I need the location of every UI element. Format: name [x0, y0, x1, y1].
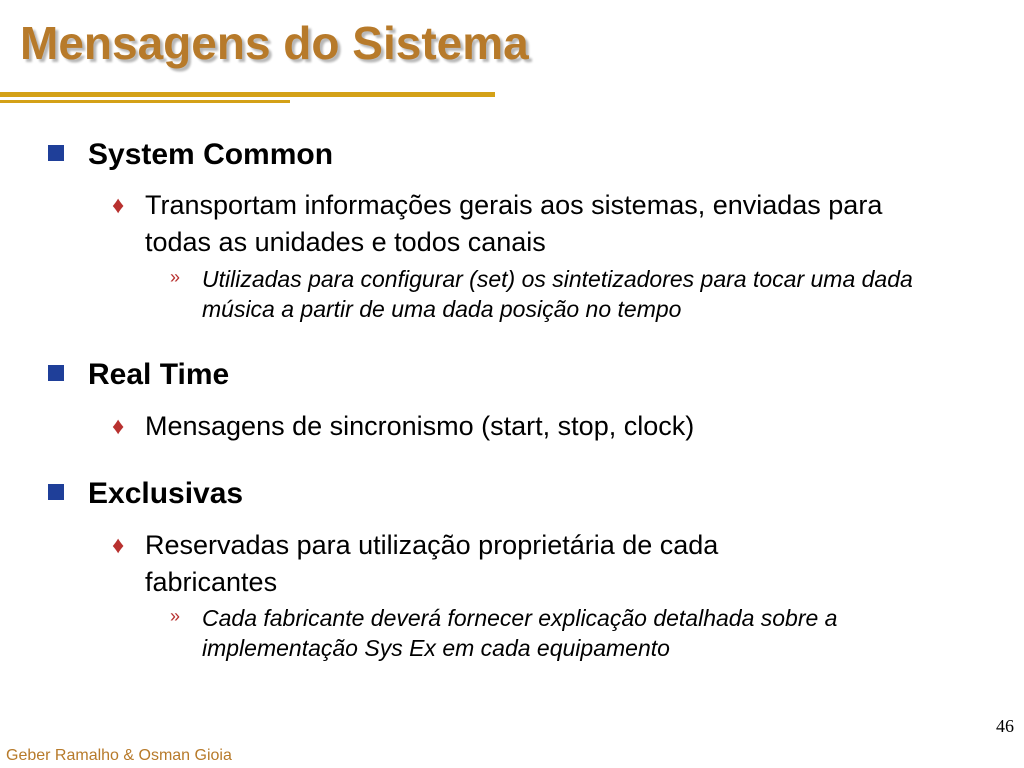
- diamond-bullet-icon: ♦: [112, 192, 125, 219]
- section-heading-label: System Common: [88, 138, 334, 171]
- section-heading-label: Exclusivas: [88, 477, 244, 510]
- bullet-item-text: Mensagens de sincronismo (start, stop, clock): [145, 411, 695, 441]
- title-underline-bottom: [0, 100, 290, 103]
- slide-title: Mensagens do Sistema: [20, 17, 529, 69]
- bullet-item-text: Transportam informações gerais aos sistemas, enviadas para todas as unidades e todos canais: [145, 190, 883, 257]
- square-bullet-icon: [48, 365, 64, 381]
- section-heading-label: Real Time: [88, 358, 230, 391]
- footer-authors: Geber Ramalho & Osman Gioia: [6, 747, 232, 764]
- double-chevron-bullet-icon: »: [170, 267, 181, 287]
- sub-bullet-item-text: Cada fabricante deverá fornecer explicação detalhada sobre a implementação Sys Ex em cada equipamento: [202, 605, 838, 661]
- square-bullet-icon: [48, 484, 64, 500]
- square-bullet-icon: [48, 145, 64, 161]
- diamond-bullet-icon: ♦: [112, 413, 125, 440]
- title-underline-top: [0, 92, 495, 97]
- bullet-item-text: Reservadas para utilização proprietária de cada fabricantes: [145, 530, 719, 597]
- double-chevron-bullet-icon: »: [170, 606, 181, 626]
- sub-bullet-item-text: Utilizadas para configurar (set) os sintetizadores para tocar uma dada música a partir de uma dada posição no tempo: [202, 266, 913, 322]
- diamond-bullet-icon: ♦: [112, 532, 125, 559]
- page-number: 46: [996, 716, 1014, 736]
